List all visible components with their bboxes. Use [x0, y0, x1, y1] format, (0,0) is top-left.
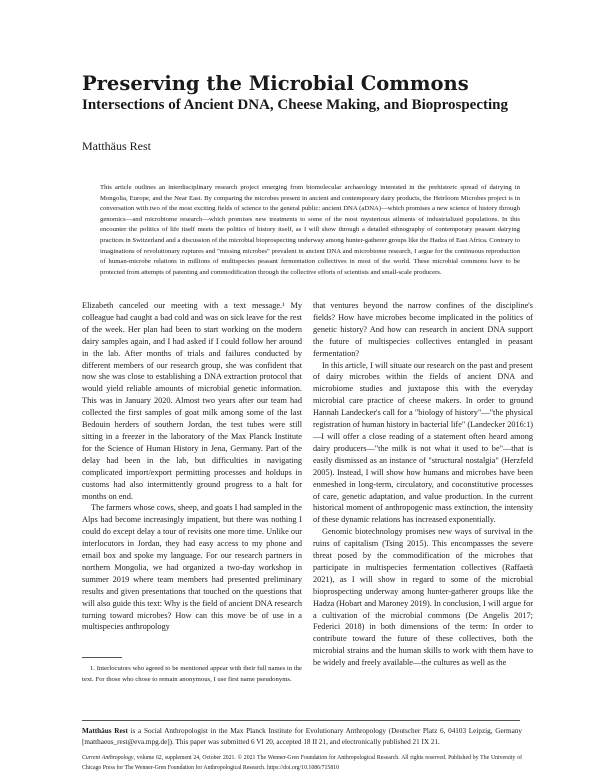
- body-paragraph: In this article, I will situate our research on the past and present of dairy microbes within the fields of ancient DNA and microbiome studies and juxtapose this with the everyday microbial care practice of cheese makers. In order to ground Hannah Landecker's call for a "biology of history"—"the physical registration of human history in bacterial life" (Landecker 2016:1)—I will offer a close reading of a statement often heard among dairy producers—"the milk is not what it used to be"—that is easily dismissed as an instance of "structural nostalgia" (Herzfeld 2005). Instead, I will show how humans and microbes have been enmeshed in long-term, circulatory, and coconstitutive processes of care, genetic adaptation, and value production. In the current historical moment of anthropogenic mass extinction, the intensity of these dynamic relations has increased exponentially.: [313, 360, 533, 525]
- article-subtitle: Intersections of Ancient DNA, Cheese Making, and Bioprospecting: [82, 97, 508, 113]
- footer-divider: [82, 720, 520, 721]
- author-bio-name: Matthäus Rest: [82, 727, 128, 735]
- body-column-left: [82, 300, 302, 633]
- body-paragraph: Genomic biotechnology promises new ways of survival in the ruins of capitalism (Tsing 2015). This encompasses the severe threat posed by the commodification of the microbes that participate in multispecies fermentation collectives (Raffaetà 2021), as I will show in regard to some of the microbial bioprospecting underway among hunter-gatherer groups like the Hadza (Hobart and Maroney 2019). In conclusion, I will argue for a cultivation of the microbial commons (De Angelis 2017; Federici 2018) in both dimensions of the term: In order to contribute toward the future of these collectives, both the microbial strains and the human skills to work with them have to be widely and freely available—the cultures as well as the: [313, 527, 533, 668]
- body-paragraph: Elizabeth canceled our meeting with a text message.¹ My colleague had caught a bad cold and was on sick leave for the rest of the week. Her plan had been to start working on the modern dairy samples again, and I had asked if I could follow her around in the lab. After months of trials and failures conducted by different members of our research group, she was confident that now she was close to establishing a DNA extraction protocol that would yield reliable amounts of microbial genetic information. This was in January 2020. Almost two years after our team had collected the first samples of goat milk among some of the last Bedouin herders of southern Jordan, the test tubes were still sitting in a freezer in the laboratory of the Max Planck Institute for the Science of Human History in Jena, Germany. Part of the delay had been in the lab, but difficulties in navigating complicated import/export permitting processes and holdups in customs had also intermittently ground progress to a halt for months on end.: [82, 301, 302, 501]
- author-bio: [82, 726, 522, 748]
- author-name: Matthäus Rest: [82, 139, 151, 153]
- footnote: 1. Interlocutors who agreed to be mentioned appear with their full names in the text. For those who chose to remain anonymous, I use first name pseudonyms.: [82, 665, 302, 684]
- journal-citation: [82, 754, 522, 773]
- footnote-divider: [82, 657, 122, 658]
- body-column-right: [313, 300, 533, 669]
- citation-text: , volume 62, supplement 24, October 2021. © 2021 The Wenner-Gren Foundation for Anthropological Research. All rights reserved. Published by The University of Chicago Press for The Wenner-Gren Foundation for Anthropological Research. https://doi.org/10.1086/715810: [82, 755, 523, 771]
- body-paragraph: that ventures beyond the narrow confines of the discipline's fields? How have microbes become implicated in the politics of genetic history? And how can research in ancient DNA support the future of multispecies collectives entangled in peasant fermentation?: [313, 301, 533, 358]
- article-title: Preserving the Microbial Commons: [82, 72, 469, 95]
- journal-name: Current Anthropology: [82, 755, 134, 761]
- body-paragraph: The farmers whose cows, sheep, and goats I had sampled in the Alps had become increasingly impatient, but there was nothing I could do except delay a tour of revisits one more time. Unlike our interlocutors in Jordan, they had easy access to my phone and email box and spoke my language. For our research partners in northern Mongolia, we had organized a two-day workshop in summer 2019 where team members had presented preliminary results and given presentations that touched on the questions that will also guide this text: Why is the field of ancient DNA research turning toward microbes? How can this move be of use in a multispecies anthropology: [82, 503, 302, 632]
- abstract: This article outlines an interdisciplinary research project emerging from biomolecular archaeology interested in the prehistoric spread of dairying in Mongolia, Europe, and the Near East. By comparing the microbes present in ancient and contemporary dairy products, the Heirloom Microbes project is in conversation with two of the most exciting fields of science to the general public: ancient DNA (aDNA)—which promises a new science of history through genomics—and microbiome research—which promises new treatments to some of the most mysterious ailments of industrialized populations. In this encounter the politics of life itself meets the politics of history itself, as I will show through a detailed ethnography of contemporary peasant dairying practices in Switzerland and a discussion of the microbial bioprospecting underway among hunter-gatherer groups like the Hadza of East Africa. Contrary to imaginations of revolutionary ruptures and "missing microbes" prevalent in ancient DNA and microbiome research, I argue for the continuous reproduction of human-microbe relations in millions of multispecies peasant fermentation collectives in most of the world. These microbial commons have to be protected from attempts of patenting and commodification through the collective efforts of scientists and small-scale producers.: [100, 184, 520, 276]
- author-bio-text: is a Social Anthropologist in the Max Planck Institute for Evolutionary Anthropology (Deutscher Platz 6, 04103 Leipzig, Germany [matthaeus_rest@eva.mpg.de]). This paper was submitted 6 VI 20, accepted 18 II 21, and electronically published 21 IX 21.: [82, 727, 522, 746]
